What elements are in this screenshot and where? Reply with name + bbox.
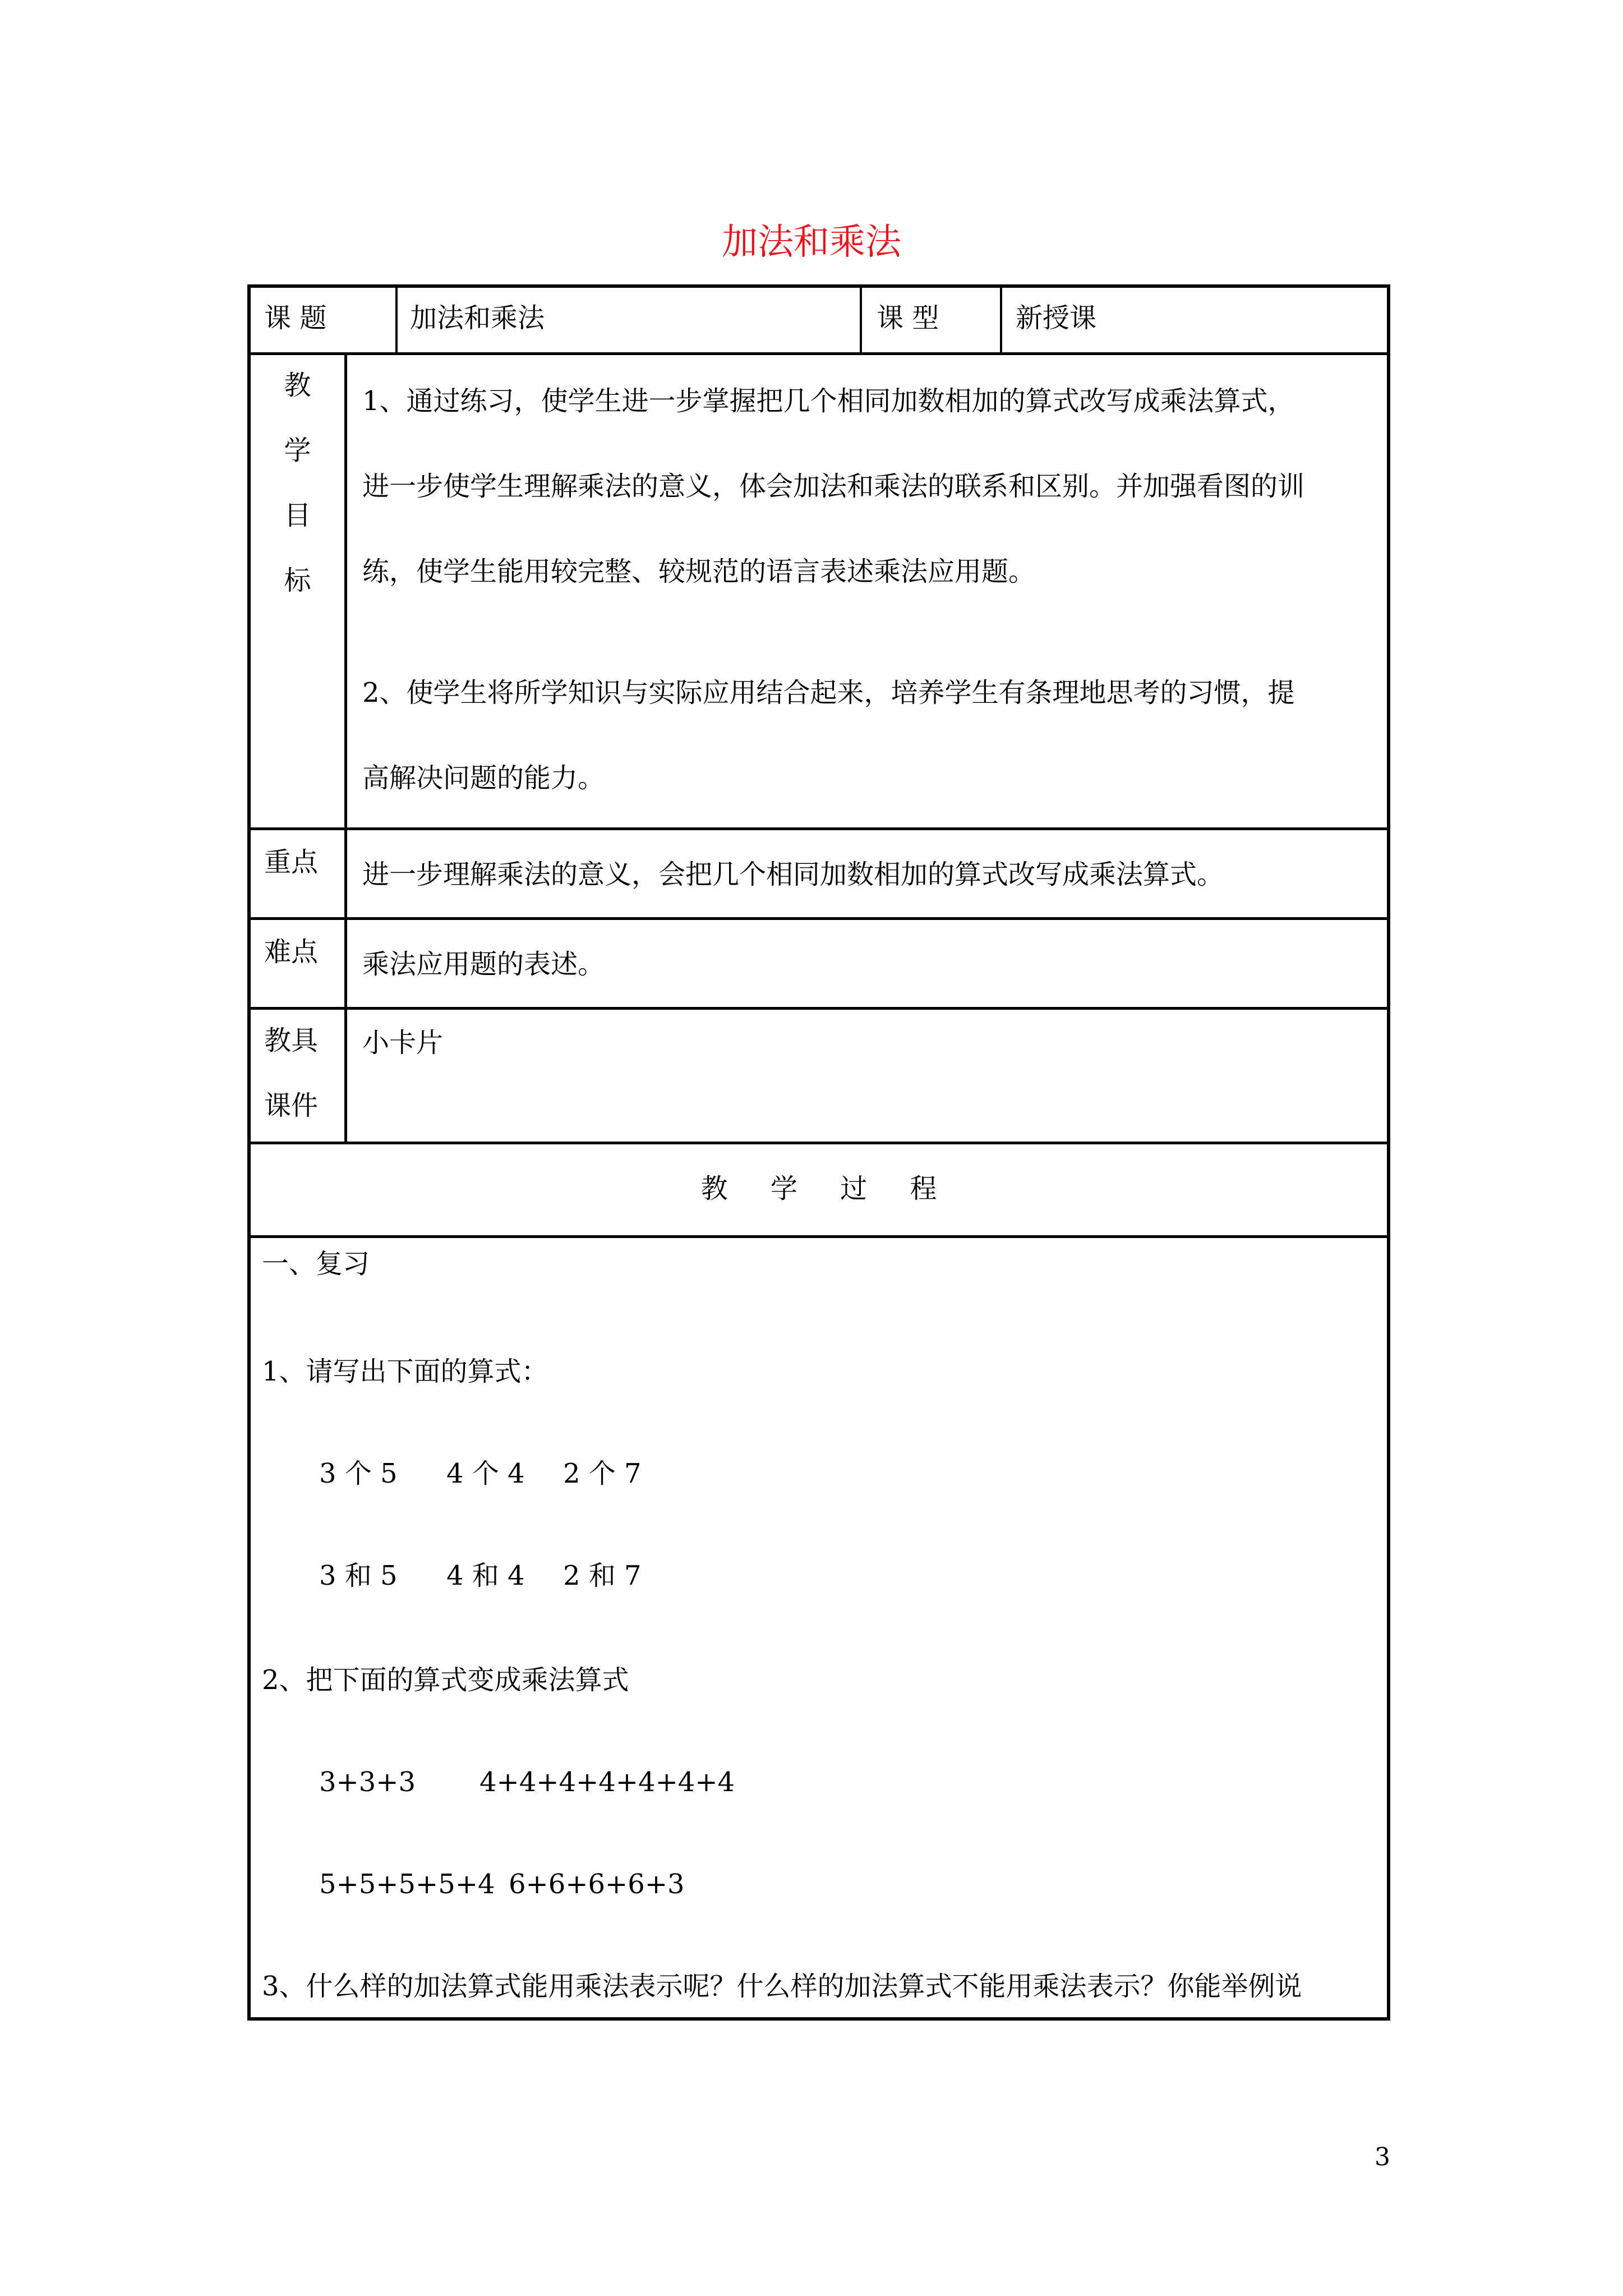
key-point-label: 重点 [264, 846, 319, 878]
q1-item: 4 和 4 [446, 1560, 525, 1591]
difficulty-text: 乘法应用题的表述。 [362, 949, 605, 980]
col-divider [395, 284, 398, 355]
q1-item: 3 和 5 [319, 1560, 398, 1591]
row-divider [247, 1142, 1390, 1144]
process-header: 教 学 过 程 [700, 1173, 937, 1204]
q2-item: 6+6+6+6+3 [509, 1869, 685, 1900]
section-heading: 一、复习 [262, 1248, 370, 1280]
page-number: 3 [1375, 2143, 1390, 2171]
row-divider [247, 917, 1390, 920]
table-border-top [247, 284, 1390, 288]
type-value: 新授课 [1016, 302, 1097, 334]
row-divider [247, 827, 1390, 830]
table-border-bottom [247, 2017, 1390, 2021]
tools-text: 小卡片 [362, 1027, 444, 1059]
question-3: 3、什么样的加法算式能用乘法表示呢？什么样的加法算式不能用乘法表示？你能举例说 [262, 1971, 1302, 2002]
col-divider [860, 284, 862, 355]
difficulty-label: 难点 [264, 936, 319, 968]
row-divider [247, 1007, 1390, 1010]
lesson-plan-table [247, 284, 1390, 2021]
goals-label: 教 学 目 标 [284, 370, 311, 596]
goals-line: 1、通过练习，使学生进一步掌握把几个相同加数相加的算式改写成乘法算式， [362, 385, 1295, 417]
q1-item: 3 个 5 [319, 1458, 398, 1489]
goals-line: 进一步使学生理解乘法的意义，体会加法和乘法的联系和区别。并加强看图的训 [362, 471, 1305, 502]
question-2: 2、把下面的算式变成乘法算式 [262, 1664, 629, 1696]
q2-item: 5+5+5+5+4 [319, 1869, 495, 1900]
q1-item: 2 个 7 [563, 1458, 642, 1489]
question-1: 1、请写出下面的算式： [262, 1356, 548, 1387]
q2-item: 3+3+3 [319, 1766, 416, 1798]
goals-line: 高解决问题的能力。 [362, 762, 605, 794]
q1-item: 4 个 4 [446, 1458, 525, 1489]
page-title: 加法和乘法 [722, 222, 901, 263]
q1-item: 2 和 7 [563, 1560, 642, 1591]
q2-item: 4+4+4+4+4+4+4 [479, 1766, 735, 1798]
key-point-text: 进一步理解乘法的意义，会把几个相同加数相加的算式改写成乘法算式。 [362, 859, 1224, 890]
goals-line: 2、使学生将所学知识与实际应用结合起来，培养学生有条理地思考的习惯，提 [362, 677, 1295, 708]
topic-label: 课 题 [264, 302, 327, 334]
topic-value: 加法和乘法 [410, 302, 545, 334]
type-label: 课 型 [877, 302, 939, 334]
col-divider [1000, 284, 1002, 355]
row-divider [247, 1235, 1390, 1238]
goals-line: 练，使学生能用较完整、较规范的语言表述乘法应用题。 [362, 556, 1036, 587]
table-border-right [1387, 284, 1390, 2021]
row-divider [247, 352, 1390, 355]
tools-label: 教具 课件 [264, 1025, 319, 1121]
col-divider [344, 352, 347, 1144]
